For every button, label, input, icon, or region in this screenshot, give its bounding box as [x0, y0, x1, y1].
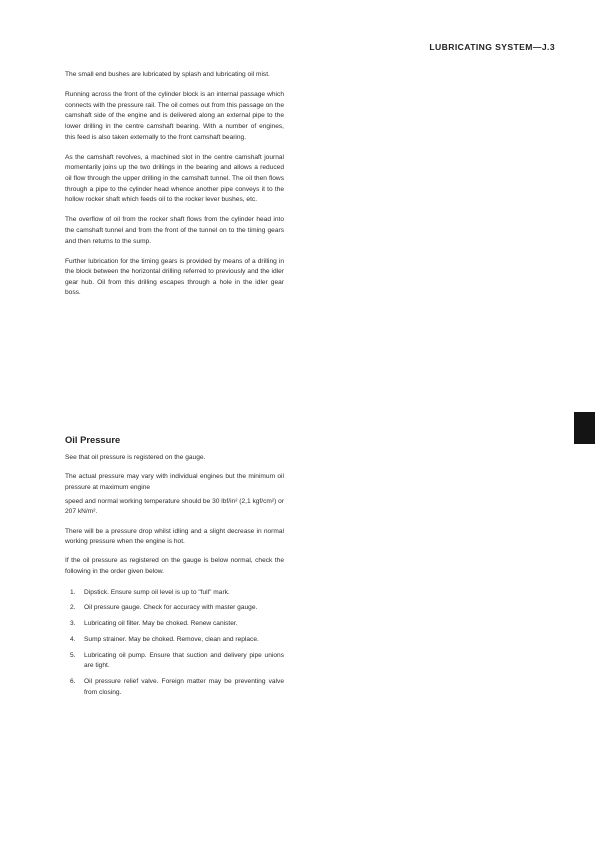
paragraph: Further lubrication for the timing gears is provided by means of a drilling in the block between the horizontal drilling referred to previously and the idler gear hub. Oil from this drilling escapes through a hole in the idler gear boss.: [65, 257, 284, 297]
item-text: Oil pressure relief valve. Foreign matter may be preventing valve from closing.: [84, 678, 284, 696]
item-number: 3.: [70, 620, 76, 628]
item-text: Lubricating oil pump. Ensure that suction and delivery pipe unions are tight.: [84, 651, 284, 670]
paragraph: The overflow of oil from the rocker shaft flows from the cylinder head into the camshaft tunnel and from the front of the tunnel on to the timing gears and then returns to the sump.: [65, 216, 284, 245]
paragraph: See that oil pressure is registered on the gauge.: [65, 454, 206, 461]
list-item: [65, 677, 284, 698]
item-number: 6.: [70, 678, 76, 686]
item-number: 2.: [70, 604, 76, 612]
section-thumb-tab: [574, 412, 595, 444]
page-header: LUBRICATING SYSTEM—J.3: [429, 42, 555, 52]
list-item: [65, 603, 284, 614]
list-item: [65, 651, 284, 672]
paragraph: speed and normal working temperature should be 30 lbf/in² (2,1 kgf/cm²) or 207 kN/m².: [65, 497, 284, 516]
list-item: [65, 588, 284, 599]
lubrication-description: [65, 70, 284, 309]
list-item: [65, 619, 284, 630]
item-text: Dipstick. Ensure sump oil level is up to "full" mark.: [84, 588, 230, 596]
item-text: Lubricating oil filter. May be choked. Renew canister.: [84, 620, 238, 628]
paragraph: If the oil pressure as registered on the gauge is below normal, check the following in the order given below.: [65, 557, 284, 575]
item-number: 1.: [70, 588, 76, 596]
paragraph: As the camshaft revolves, a machined slot in the centre camshaft journal momentarily joins up the two drillings in the bearing and allows a reduced oil flow through the upper drilling in the camshaft tunnel. The oil then flows through a pipe to the cylinder head whence another pipe conveys it to the hollow rocker shaft which feeds oil to the rocker lever bushes, etc.: [65, 153, 284, 204]
oil-pressure-section: [65, 434, 284, 703]
item-text: Oil pressure gauge. Check for accuracy with master gauge.: [84, 604, 258, 612]
item-number: 4.: [70, 635, 76, 643]
paragraph: The actual pressure may vary with individual engines but the minimum oil pressure at maximum engine: [65, 473, 284, 491]
paragraph: There will be a pressure drop whilst idling and a slight decrease in normal working pressure when the engine is hot.: [65, 527, 284, 546]
item-number: 5.: [70, 651, 76, 659]
section-heading: Oil Pressure: [65, 434, 121, 445]
paragraph: The small end bushes are lubricated by splash and lubricating oil mist.: [65, 71, 270, 78]
list-item: [65, 635, 284, 646]
paragraph: Running across the front of the cylinder block is an internal passage which connects with the pressure rail. The oil comes out from this passage on the camshaft side of the engine and is delivered along an external pipe to the lower drilling in the centre camshaft bearing. With a number of engines, this feed is also taken externally to the front camshaft bearing.: [65, 91, 284, 141]
check-list: [65, 588, 284, 699]
item-text: Sump strainer. May be choked. Remove, clean and replace.: [84, 635, 259, 643]
